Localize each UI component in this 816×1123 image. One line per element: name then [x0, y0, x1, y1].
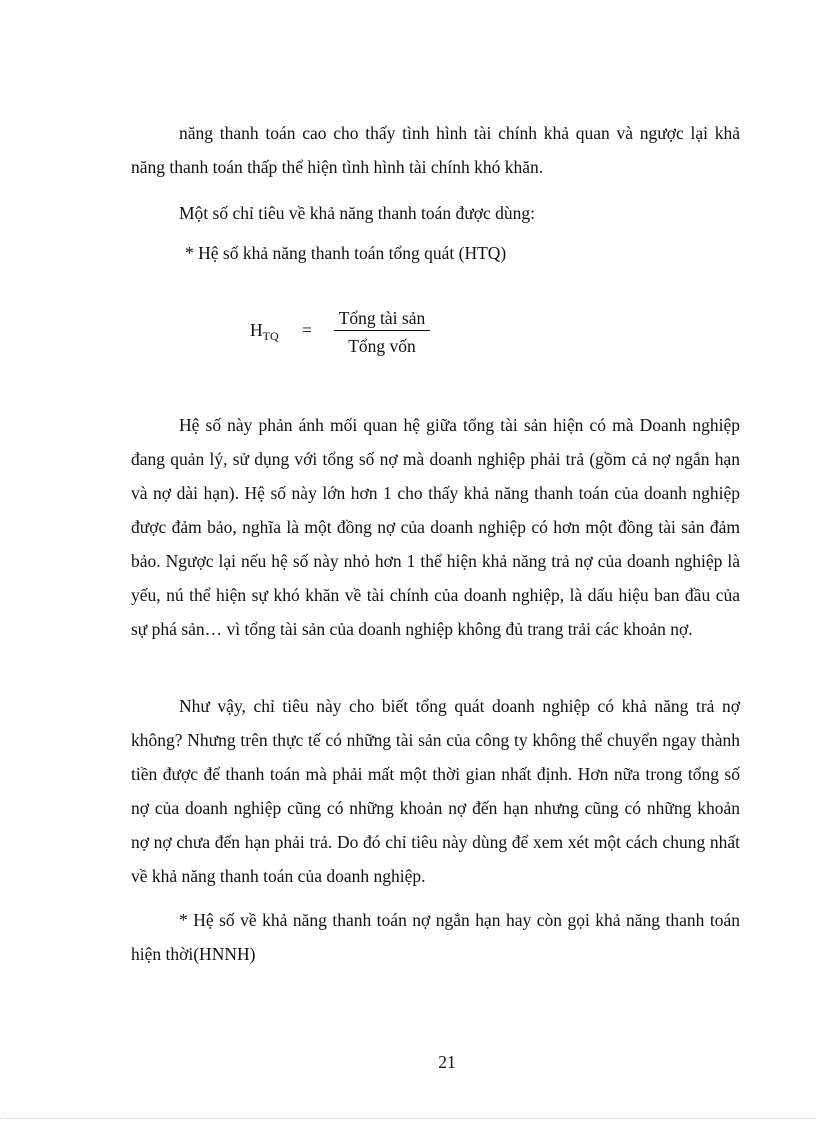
formula-denominator: Tổng vốn	[348, 336, 416, 356]
heading-general-liquidity-ratio: * Hệ số khả năng thanh toán tổng quát (HTQ)	[185, 243, 507, 263]
formula-lhs	[250, 320, 279, 344]
formula-equals: =	[302, 320, 312, 340]
page-number: 21	[438, 1052, 456, 1072]
page-bottom-border	[0, 1118, 816, 1119]
formula-general-liquidity	[250, 306, 450, 366]
paragraph-indicators-intro: Một số chỉ tiêu về khả năng thanh toán được dùng:	[179, 203, 536, 223]
formula-symbol: H	[250, 320, 263, 340]
formula-numerator: Tổng tài sản	[338, 308, 426, 328]
paragraph-ratio-explanation: Hệ số này phản ánh mối quan hệ giữa tổng tài sản hiện có mà Doanh nghiệp đang quản lý, sử dụng với tổng số nợ mà doanh nghiệp phải trả (gồm cả nợ ngắn hạn và nợ dài hạn). Hệ số này lớn hơn 1 cho thấy khả năng thanh toán của doanh nghiệp được đảm bảo, nghĩa là một đồng nợ của doanh nghiệp có hơn một đồng tài sản đảm bảo. Ngược lại nếu hệ số này nhỏ hơn 1 thể hiện khả năng trả nợ của doanh nghiệp là yếu, nú thể hiện sự khó khăn về tài chính của doanh nghiệp, là dấu hiệu ban đầu của sự phá sản… vì tổng tài sản của doanh nghiệp không đủ trang trải các khoản nợ.	[131, 415, 740, 639]
paragraph-ratio-limitations: Như vậy, chỉ tiêu này cho biết tổng quát doanh nghiệp có khả năng trả nợ không? Nhưng trên thực tế có những tài sản của công ty không thể chuyển ngay thành tiền được để thanh toán mà phải mất một thời gian nhất định. Hơn nữa trong tổng số nợ của doanh nghiệp cũng có những khoản nợ đến hạn nhưng cũng có những khoản nợ nợ chưa đến hạn phải trả. Do đó chỉ tiêu này dùng để xem xét một cách chung nhất về khả năng thanh toán của doanh nghiệp.	[131, 696, 740, 886]
fraction-bar	[334, 330, 430, 331]
heading-short-term-liquidity-ratio: * Hệ số về khả năng thanh toán nợ ngắn hạn hay còn gọi khả năng thanh toán hiện thời(HNNH)	[131, 910, 740, 964]
formula-subscript: TQ	[262, 329, 279, 343]
paragraph-liquidity-intro: năng thanh toán cao cho thấy tình hình tài chính khả quan và ngược lại khả năng thanh toán thấp thể hiện tình hình tài chính khó khăn.	[131, 123, 740, 177]
